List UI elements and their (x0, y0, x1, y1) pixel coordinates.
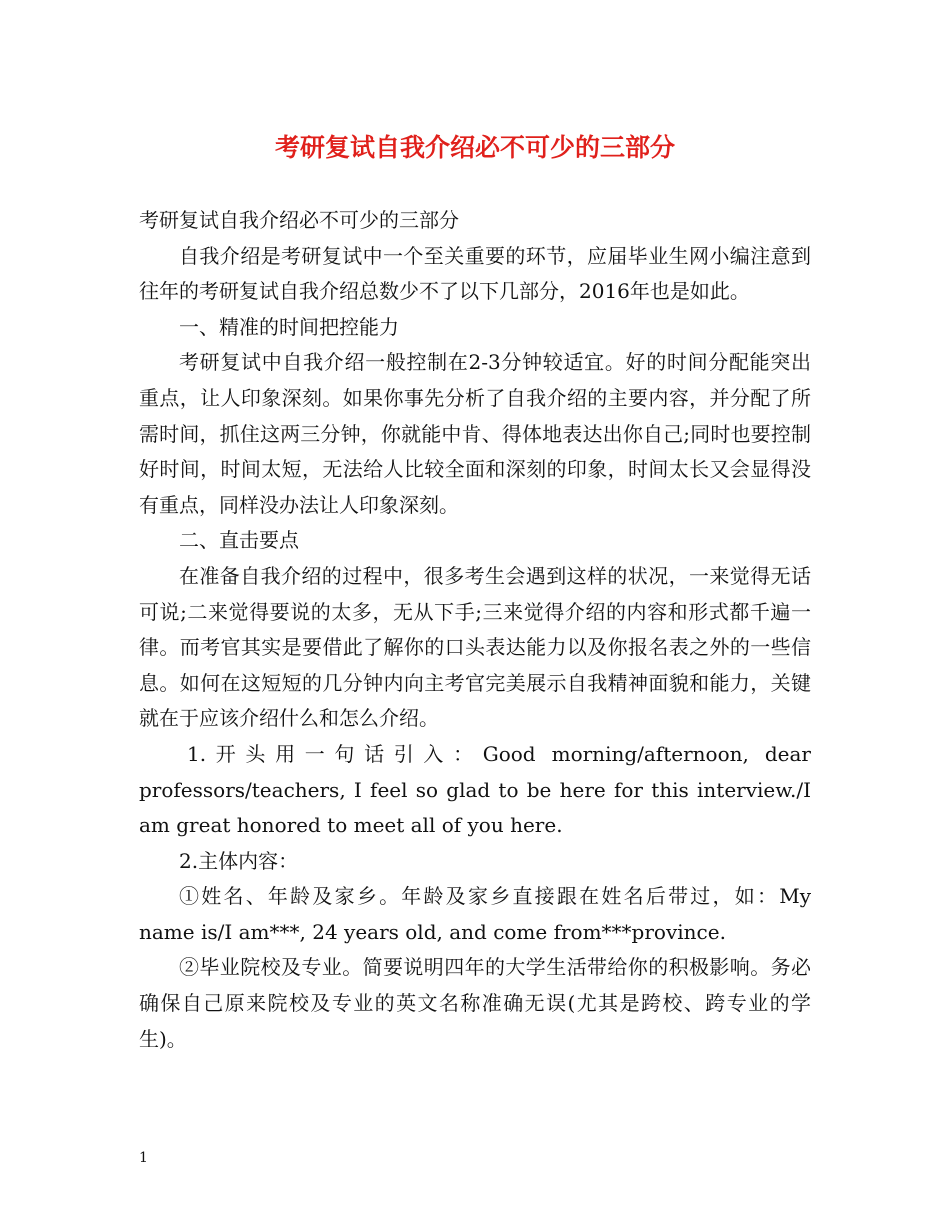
section-heading-2: 二、直击要点 (179, 528, 299, 553)
paragraph-opening: 1.开头用一句话引入：Good morning/afternoon, dear professors/teachers, I feel so glad to be here for this interview./I am great honored to meet all of you here. (139, 741, 811, 838)
paragraph-subtitle: 考研复试自我介绍必不可少的三部分 (139, 208, 459, 232)
section-heading-1: 一、精准的时间把控能力 (179, 314, 399, 339)
paragraph-intro: 自我介绍是考研复试中一个至关重要的环节，应届毕业生网小编注意到往年的考研复试自我介绍总数少不了以下几部分，2016年也是如此。 (139, 243, 811, 304)
paragraph-time-control: 考研复试中自我介绍一般控制在2-3分钟较适宜。好的时间分配能突出重点，让人印象深刻。如果你事先分析了自我介绍的主要内容，并分配了所需时间，抓住这两三分钟，你就能中肯、得体地表达出你自己;同时也要控制好时间，时间太短，无法给人比较全面和深刻的印象，时间太长又会显得没有重点，同样没办法让人印象深刻。 (139, 350, 811, 517)
paragraph-main-content: 2.主体内容： (179, 848, 299, 873)
page-number: 1 (139, 1150, 148, 1166)
document-title: 考研复试自我介绍必不可少的三部分 (274, 133, 675, 162)
paragraph-school-major: ②毕业院校及专业。简要说明四年的大学生活带给你的积极影响。务必确保自己原来院校及专业的英文名称准确无误(尤其是跨校、跨专业的学生)。 (139, 955, 811, 1051)
paragraph-key-points: 在准备自我介绍的过程中，很多考生会遇到这样的状况，一来觉得无话可说;二来觉得要说的太多，无从下手;三来觉得介绍的内容和形式都千遍一律。而考官其实是要借此了解你的口头表达能力以及你报名表之外的一些信息。如何在这短短的几分钟内向主考官完美展示自我精神面貌和能力，关键就在于应该介绍什么和怎么介绍。 (139, 563, 811, 731)
document-body (139, 203, 811, 1057)
paragraph-name-age: ①姓名、年龄及家乡。年龄及家乡直接跟在姓名后带过，如：My name is/I am***, 24 years old, and come from***province. (139, 884, 811, 944)
